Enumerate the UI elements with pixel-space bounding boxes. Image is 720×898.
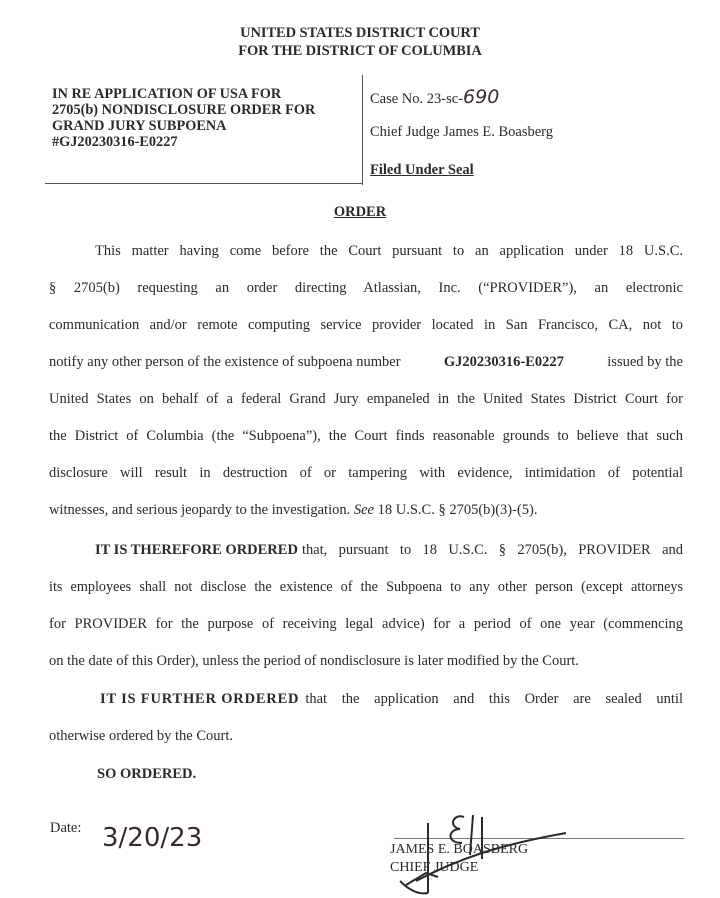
body-line: otherwise ordered by the Court. [49, 728, 234, 744]
so-ordered: SO ORDERED. [97, 766, 197, 782]
body-text: that the application and this Order are sealed until [305, 691, 683, 707]
body-text: that, pursuant to 18 U.S.C. § 2705(b), PROVIDER and [301, 542, 683, 558]
case-number-handwritten: 690 [463, 86, 500, 108]
judge-signature-title: CHIEF JUDGE [390, 860, 479, 875]
body-line [100, 691, 683, 708]
body-text: issued by the [607, 354, 683, 370]
handwritten-signature-icon [398, 815, 598, 897]
citation: 18 U.S.C. § 2705(b)(3)-(5). [377, 502, 538, 518]
case-number-label: Case No. 23-sc- [370, 91, 464, 107]
body-line: § 2705(b) requesting an order directing Atlassian, Inc. (“PROVIDER”), an electronic [49, 280, 683, 296]
body-line: for PROVIDER for the purpose of receiving legal advice) for a period of one year (commencing [49, 616, 683, 632]
body-line: disclosure will result in destruction of or tampering with evidence, intimidation of potential [49, 465, 683, 481]
body-line: on the date of this Order), unless the period of nondisclosure is later modified by the Court. [49, 653, 579, 669]
case-number [370, 86, 499, 108]
judge-name: Chief Judge James E. Boasberg [370, 124, 553, 140]
caption-line: 2705(b) NONDISCLOSURE ORDER FOR [52, 102, 316, 118]
body-line: the District of Columbia (the “Subpoena”), the Court finds reasonable grounds to believe that such [49, 428, 683, 444]
body-line: its employees shall not disclose the existence of the Subpoena to any other person (except attorneys [49, 579, 683, 595]
date-handwritten: 3/20/23 [102, 823, 203, 853]
court-name-line-2: FOR THE DISTRICT OF COLUMBIA [238, 43, 482, 59]
body-text: notify any other person of the existence of subpoena number [49, 354, 401, 370]
case-caption [52, 86, 315, 150]
order-title: ORDER [333, 204, 387, 220]
body-line [49, 502, 683, 519]
body-line: This matter having come before the Court pursuant to an application under 18 U.S.C. [95, 243, 683, 259]
caption-line: IN RE APPLICATION OF USA FOR [52, 86, 282, 102]
body-line [49, 354, 683, 371]
judge-signature-name: JAMES E. BOASBERG [390, 842, 529, 857]
caption-line: #GJ20230316-E0227 [52, 134, 178, 150]
body-line: United States on behalf of a federal Grand Jury empaneled in the United States District Court for [49, 391, 683, 407]
citation-signal: See [353, 502, 374, 518]
caption-line: GRAND JURY SUBPOENA [52, 118, 227, 134]
filed-under-seal: Filed Under Seal [370, 162, 474, 178]
caption-horizontal-divider [45, 183, 363, 184]
ordered-heading: IT IS FURTHER ORDERED [100, 691, 300, 707]
body-line: communication and/or remote computing service provider located in San Francisco, CA, not to [49, 317, 683, 333]
date-label: Date: [50, 820, 82, 836]
ordered-heading: IT IS THEREFORE ORDERED [95, 542, 298, 558]
body-line [95, 542, 683, 559]
caption-vertical-divider [362, 75, 363, 185]
body-text: witnesses, and serious jeopardy to the investigation. [49, 502, 351, 518]
subpoena-number: GJ20230316-E0227 [443, 354, 564, 370]
court-name-line-1: UNITED STATES DISTRICT COURT [240, 25, 480, 41]
